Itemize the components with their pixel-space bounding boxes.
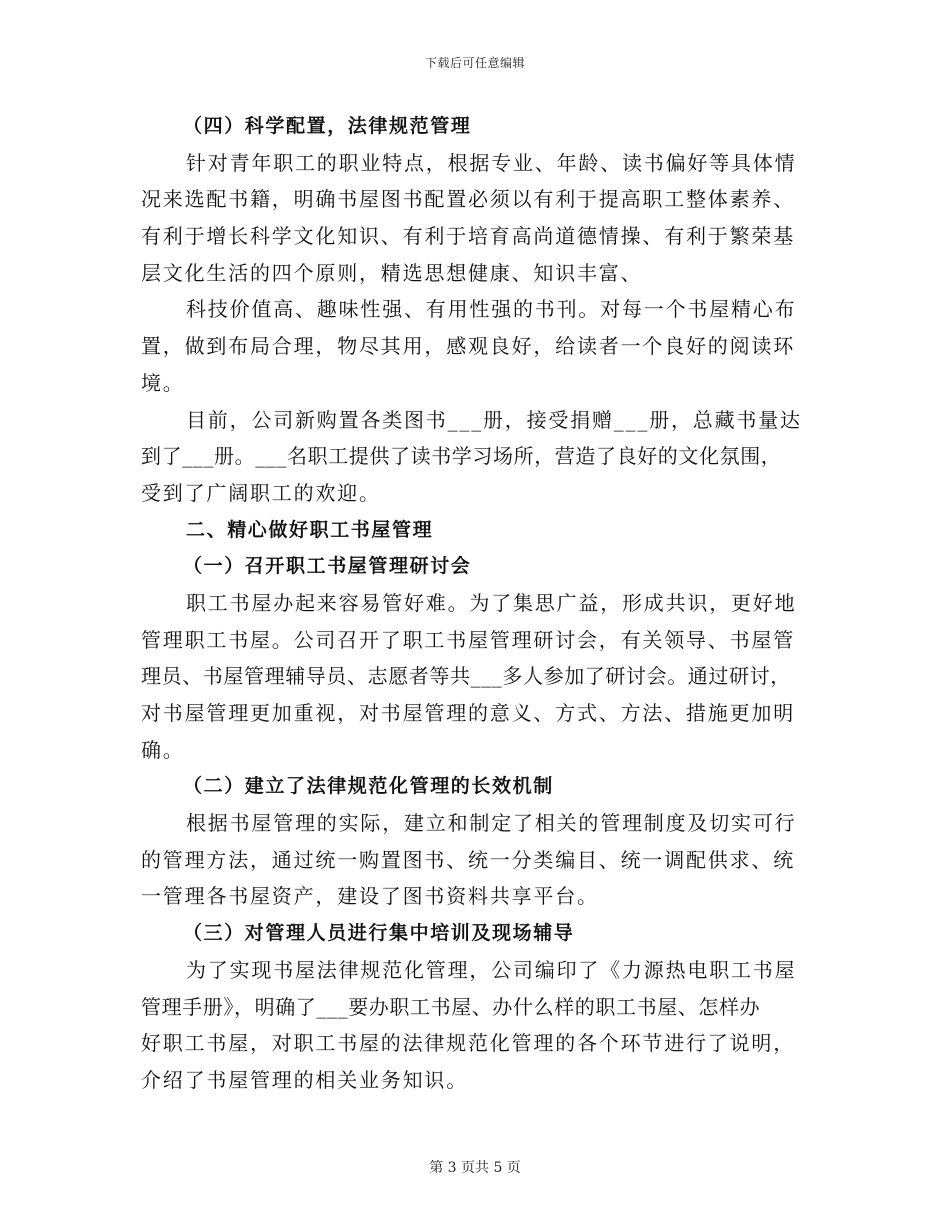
paragraph-line: 置，做到布局合理，物尽其用，感观良好，给读者一个良好的阅读环: [141, 334, 795, 359]
page-header: 下载后可任意编辑: [424, 56, 525, 70]
paragraph-line: 介绍了书屋管理的相关业务知识。: [141, 1067, 468, 1092]
heading-line: （三）对管理人员进行集中培训及现场辅导: [183, 922, 575, 945]
paragraph: [141, 585, 821, 768]
paragraph-line: 目前，公司新购置各类图书___册，接受捐赠___册，总藏书量达: [186, 407, 802, 432]
page-number: 第 3 页共 5 页: [429, 1160, 521, 1176]
paragraph: [141, 952, 821, 1099]
paragraph-line: 到了___册。___名职工提供了读书学习场所，营造了良好的文化氛围，: [141, 444, 782, 469]
paragraph-line: 有利于增长科学文化知识、有利于培育高尚道德情操、有利于繁荣基: [141, 224, 795, 249]
paragraph-line: 管理手册》，明确了___要办职工书屋、办什么样的职工书屋、怎样办: [141, 994, 761, 1019]
paragraph-line: 科技价值高、趣味性强、有用性强的书刊。对每一个书屋精心布: [186, 297, 797, 322]
chapter-heading: [141, 512, 821, 549]
paragraph: [141, 805, 821, 915]
paragraph: [141, 402, 821, 512]
paragraph: [141, 145, 821, 292]
paragraph-line: 职工书屋办起来容易管好难。为了集思广益，形成共识，更好地: [186, 590, 797, 615]
paragraph-line: 况来选配书籍，明确书屋图书配置必须以有利于提高职工整体素养、: [141, 187, 795, 212]
paragraph-line: 层文化生活的四个原则，精选思想健康、知识丰富、: [141, 260, 643, 285]
paragraph-line: 根据书屋管理的实际，建立和制定了相关的管理制度及切实可行: [186, 811, 797, 836]
paragraph-line: 对书屋管理更加重视，对书屋管理的意义、方式、方法、措施更加明: [141, 701, 795, 725]
paragraph-line: 为了实现书屋法律规范化管理，公司编印了《力源热电职工书屋: [186, 957, 797, 982]
paragraph-line: 针对青年职工的职业特点，根据专业、年龄、读书偏好等具体情: [186, 150, 797, 175]
document-body: [141, 108, 821, 1099]
heading-line: 二、精心做好职工书屋管理: [186, 518, 434, 541]
section-heading: [141, 768, 821, 805]
paragraph: [141, 291, 821, 401]
heading-line: （四）科学配置，法律规范管理: [183, 115, 472, 137]
paragraph-line: 受到了广阔职工的欢迎。: [141, 480, 381, 505]
heading-line: （二）建立了法律规范化管理的长效机制: [183, 775, 554, 798]
paragraph-line: 好职工书屋，对职工书屋的法律规范化管理的各个环节进行了说明，: [141, 1031, 795, 1056]
paragraph-line: 确。: [141, 737, 185, 762]
paragraph-line: 的管理方法，通过统一购置图书、统一分类编目、统一调配供求、统: [141, 847, 795, 872]
paragraph-line: 一管理各书屋资产，建设了图书资料共享平台。: [141, 884, 599, 909]
paragraph-line: 理员、书屋管理辅导员、志愿者等共___多人参加了研讨会。通过研讨，: [141, 664, 791, 689]
section-heading: [141, 915, 821, 952]
section-heading: [141, 548, 821, 585]
paragraph-line: 管理职工书屋。公司召开了职工书屋管理研讨会，有关领导、书屋管: [141, 627, 795, 652]
section-heading: [141, 108, 821, 145]
paragraph-line: 境。: [141, 370, 185, 395]
heading-line: （一）召开职工书屋管理研讨会: [183, 555, 472, 578]
